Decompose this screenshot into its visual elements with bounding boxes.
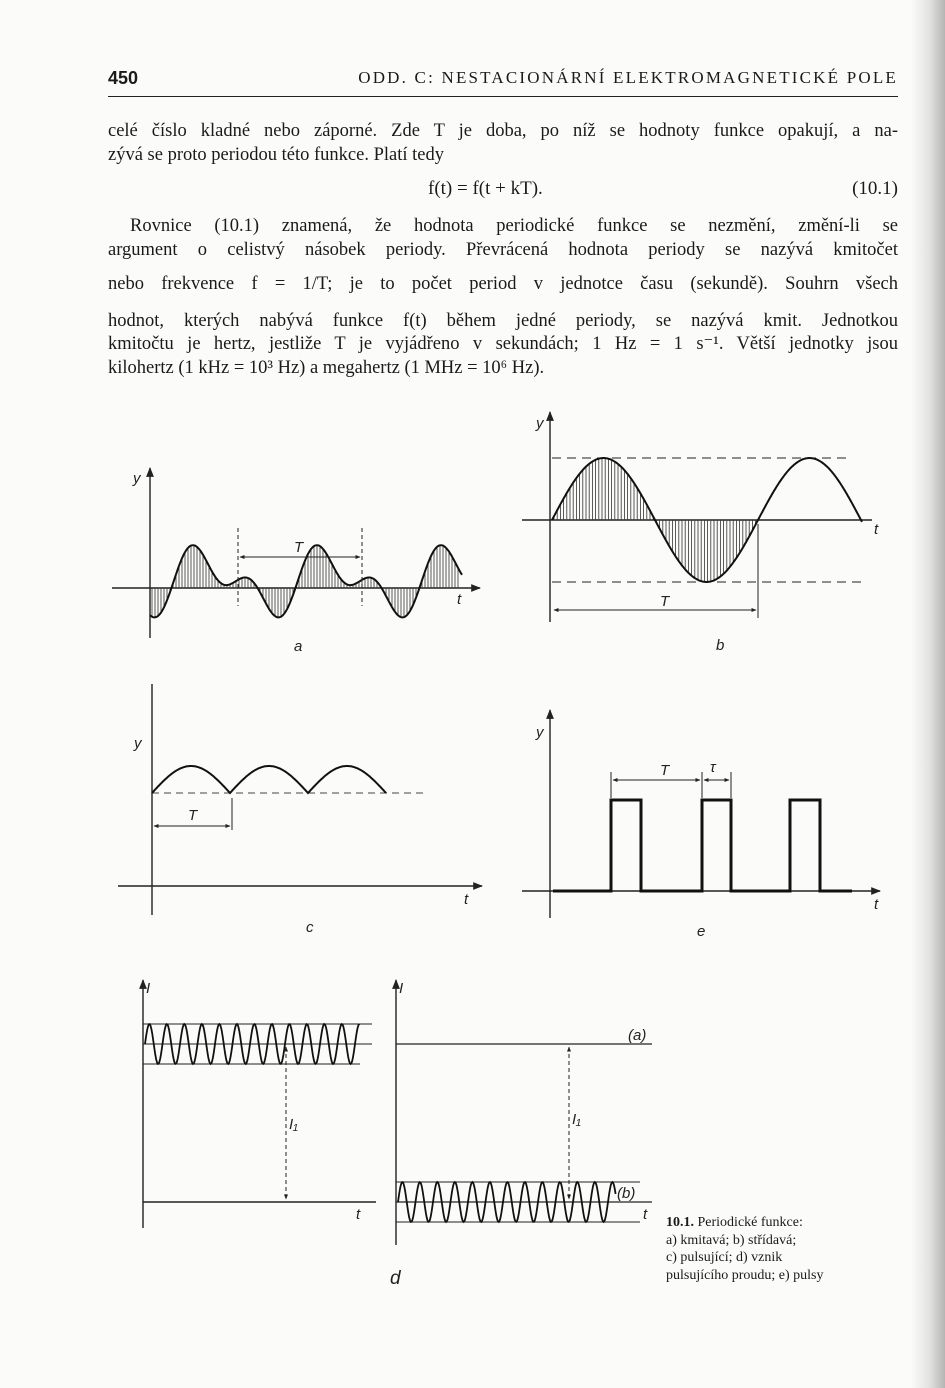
caption-number: 10.1. <box>666 1215 694 1230</box>
panel-b-letter: b <box>716 637 725 654</box>
text-line-3: Rovnice (10.1) znamená, že hodnota periodické funkce se nezmění, změní-li se <box>130 216 898 236</box>
panel-a <box>112 468 480 655</box>
text-line-4: argument o celistvý násobek periody. Převrácená hodnota periody se nazývá kmitočet <box>108 240 898 260</box>
figure-caption <box>666 1214 916 1284</box>
panel-d-right-i-label: I <box>399 980 404 997</box>
panel-d-right <box>390 980 652 1289</box>
panel-e-t-label: t <box>874 896 879 913</box>
panel-e-y-label: y <box>536 724 544 741</box>
panel-a-y-label: y <box>133 470 141 487</box>
caption-title: Periodické funkce: <box>697 1215 803 1230</box>
panel-c-curve <box>152 766 386 793</box>
panel-c-T-label: T <box>188 807 198 824</box>
panel-d-right-curve-b-label: (b) <box>617 1185 636 1202</box>
panel-d-left-i1-label: I₁ <box>289 1116 298 1133</box>
panel-c-letter: c <box>306 919 314 936</box>
panel-a-letter: a <box>294 638 303 655</box>
text-line-7: kmitočtu je hertz, jestliže T je vyjádřeno v sekundách; 1 Hz = 1 s⁻¹. Větší jednotky jsou <box>108 334 898 354</box>
panel-c-t-label: t <box>464 891 469 908</box>
panel-b-T-label: T <box>660 593 670 610</box>
caption-line-3: c) pulsující; d) vznik <box>666 1250 783 1265</box>
panel-d-right-i1-label: I₁ <box>572 1111 581 1128</box>
section-title: ODD. C: NESTACIONÁRNÍ ELEKTROMAGNETICKÉ POLE <box>358 68 898 87</box>
text-line-1: celé číslo kladné nebo záporné. Zde T je doba, po níž se hodnoty funkce opakují, a na- <box>108 121 898 141</box>
panel-c <box>118 684 482 936</box>
text-line-5: nebo frekvence f = 1/T; je to počet period v jednotce času (sekundě). Souhrn všech <box>108 274 898 294</box>
panel-c-y-label: y <box>134 735 142 752</box>
text-line-2: zývá se proto periodou této funkce. Platí tedy <box>108 145 444 165</box>
caption-line-4: pulsujícího proudu; e) pulsy <box>666 1267 824 1283</box>
panel-a-t-label: t <box>457 591 462 608</box>
panel-b-t-label: t <box>874 521 879 538</box>
text-line-6: hodnot, kterých nabývá funkce f(t) během jedné periody, se nazývá kmit. Jednotkou <box>108 311 898 331</box>
panel-e-pulse-train <box>553 800 852 891</box>
panel-b <box>522 412 879 654</box>
text-line-8: kilohertz (1 kHz = 10³ Hz) a megahertz (1 MHz = 10⁶ Hz). <box>108 358 545 378</box>
panel-a-T-label: T <box>294 539 304 556</box>
caption-line-2: a) kmitavá; b) střídavá; <box>666 1232 797 1248</box>
equation-number: (10.1) <box>852 178 898 199</box>
panel-d-right-t-label: t <box>643 1206 648 1223</box>
page-number: 450 <box>108 68 139 88</box>
panel-b-y-label: y <box>536 415 544 432</box>
panel-e-T-label: T <box>660 762 670 779</box>
panel-d-right-curve-a-label: (a) <box>628 1027 647 1044</box>
panel-d-left-i-label: I <box>146 980 151 997</box>
panel-d-letter: d <box>390 1268 401 1289</box>
panel-e-letter: e <box>697 923 706 940</box>
panel-e <box>522 710 880 940</box>
panel-d-left <box>143 980 376 1228</box>
panel-e-tau-label: τ <box>710 759 716 776</box>
panel-d-left-t-label: t <box>356 1206 361 1223</box>
equation-10-1: f(t) = f(t + kT). <box>428 178 543 199</box>
